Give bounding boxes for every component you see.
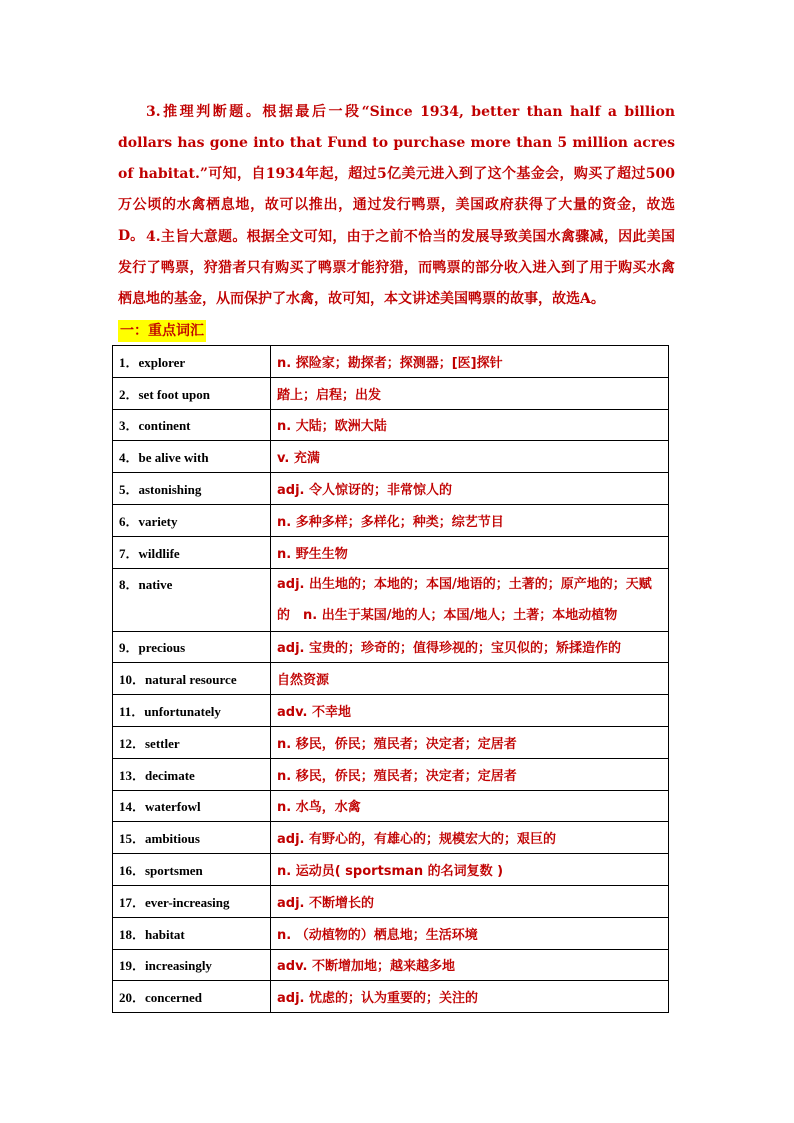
table-row	[113, 409, 669, 441]
vocab-word: 10．natural resource	[113, 663, 271, 695]
vocab-meaning: 自然资源	[271, 663, 669, 695]
vocab-word: 20．concerned	[113, 981, 271, 1013]
vocab-meaning: n. （动植物的）栖息地；生活环境	[271, 917, 669, 949]
vocab-meaning: adj. 宝贵的；珍奇的；值得珍视的；宝贝似的；矫揉造作的	[271, 631, 669, 663]
table-row	[113, 949, 669, 981]
table-row	[113, 473, 669, 505]
table-row	[113, 631, 669, 663]
vocab-meaning: n. 野生生物	[271, 536, 669, 568]
table-row	[113, 504, 669, 536]
vocab-word: 3．continent	[113, 409, 271, 441]
vocab-meaning: adj. 有野心的，有雄心的；规模宏大的；艰巨的	[271, 822, 669, 854]
table-row	[113, 695, 669, 727]
table-row	[113, 441, 669, 473]
vocab-meaning: n. 大陆；欧洲大陆	[271, 409, 669, 441]
vocab-meaning: adv. 不幸地	[271, 695, 669, 727]
table-row	[113, 854, 669, 886]
table-row	[113, 981, 669, 1013]
vocab-word: 15．ambitious	[113, 822, 271, 854]
vocab-word: 12．settler	[113, 726, 271, 758]
vocab-word: 9．precious	[113, 631, 271, 663]
table-row	[113, 726, 669, 758]
vocab-word: 5．astonishing	[113, 473, 271, 505]
vocab-word: 11．unfortunately	[113, 695, 271, 727]
vocabulary-table-body	[113, 346, 669, 1013]
vocab-meaning: n. 移民，侨民；殖民者；决定者；定居者	[271, 758, 669, 790]
vocab-word: 13．decimate	[113, 758, 271, 790]
vocab-meaning: n. 运动员( sportsman 的名词复数 )	[271, 854, 669, 886]
table-row	[113, 758, 669, 790]
vocab-meaning: adj. 不断增长的	[271, 885, 669, 917]
vocab-word: 19．increasingly	[113, 949, 271, 981]
table-row	[113, 917, 669, 949]
vocabulary-table	[112, 345, 669, 1013]
paragraph-text: 4.主旨大意题。根据全文可知，由于之前不恰当的发展导致美国水禽骤减，因此美国发行了鸭票，狩猎者只有购买了鸭票才能狩猎，而鸭票的部分收入进入到了用于购买水禽栖息地的基金，从而保护了水禽，故可知，本文讲述美国鸭票的故事，故选A。	[118, 229, 675, 307]
vocab-word: 17．ever-increasing	[113, 885, 271, 917]
vocab-meaning: v. 充满	[271, 441, 669, 473]
vocab-word: 8．native	[113, 568, 271, 631]
vocab-meaning: adj. 令人惊讶的；非常惊人的	[271, 473, 669, 505]
table-row	[113, 822, 669, 854]
vocab-word: 18．habitat	[113, 917, 271, 949]
vocab-meaning: n. 探险家；勘探者；探测器；[医]探针	[271, 346, 669, 378]
table-row	[113, 568, 669, 631]
paragraph-question-4	[118, 222, 675, 315]
vocab-word: 7．wildlife	[113, 536, 271, 568]
table-row	[113, 790, 669, 822]
vocab-meaning: n. 多种多样；多样化；种类；综艺节目	[271, 504, 669, 536]
section-heading: 一：重点词汇	[118, 320, 206, 342]
vocab-word: 14．waterfowl	[113, 790, 271, 822]
vocab-meaning: n. 移民，侨民；殖民者；决定者；定居者	[271, 726, 669, 758]
table-row	[113, 346, 669, 378]
vocab-word: 16．sportsmen	[113, 854, 271, 886]
vocab-word: 2．set foot upon	[113, 377, 271, 409]
vocab-word: 1．explorer	[113, 346, 271, 378]
vocab-meaning: 踏上；启程；出发	[271, 377, 669, 409]
vocab-meaning: adj. 出生地的；本地的；本国/地语的；土著的；原产地的；天赋的 n. 出生于某国/地的人；本国/地人；土著；本地动植物	[271, 568, 669, 631]
vocab-word: 4．be alive with	[113, 441, 271, 473]
table-row	[113, 663, 669, 695]
vocab-meaning: n. 水鸟，水禽	[271, 790, 669, 822]
table-row	[113, 885, 669, 917]
table-row	[113, 536, 669, 568]
table-row	[113, 377, 669, 409]
vocab-meaning: adv. 不断增加地；越来越多地	[271, 949, 669, 981]
vocab-word: 6．variety	[113, 504, 271, 536]
paragraph-text: 3.推理判断题。根据最后一段“Since 1934, better than half a billion dollars has gone into that Fund to purchase more than 5 million acres of habitat.”可知，自1934年起，超过5亿美元进入到了这个基金会，购买了超过500万公顷的水禽栖息地，故可以推出，通过发行鸭票，美国政府获得了大量的资金，故选D。	[118, 104, 675, 244]
vocab-meaning: adj. 忧虑的；认为重要的；关注的	[271, 981, 669, 1013]
